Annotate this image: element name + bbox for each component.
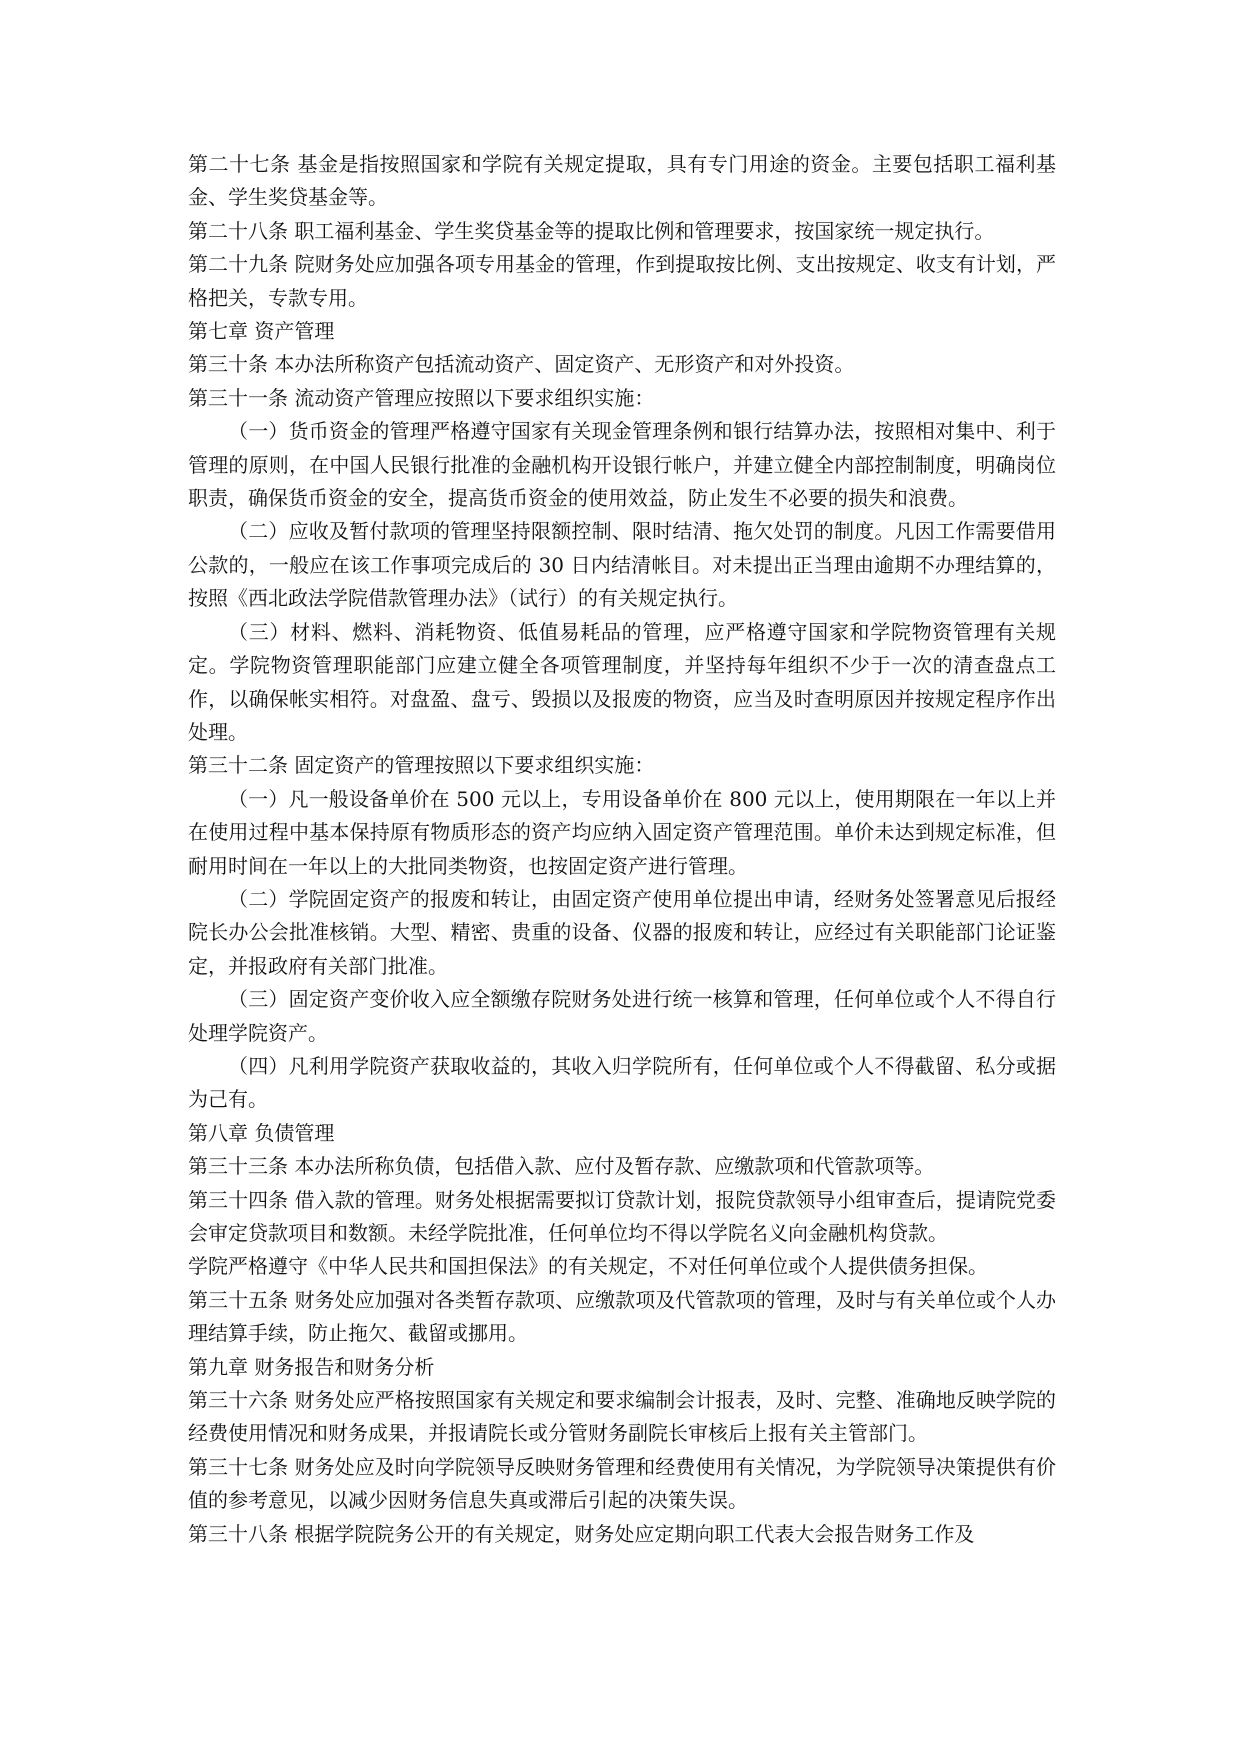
item-paragraph: （一）凡一般设备单价在 500 元以上，专用设备单价在 800 元以上，使用期限在一年以上并在使用过程中基本保持原有物质形态的资产均应纳入固定资产管理范围。单价未达到规定标准，但耐用时间在一年以上的大批同类物资，也按固定资产进行管理。: [188, 786, 1056, 878]
chapter-heading: 第九章 财务报告和财务分析: [188, 1354, 435, 1379]
article-paragraph: 第二十七条 基金是指按照国家和学院有关规定提取，具有专门用途的资金。主要包括职工福利基金、学生奖贷基金等。: [188, 152, 1056, 210]
article-paragraph: 第三十五条 财务处应加强对各类暂存款项、应缴款项及代管款项的管理，及时与有关单位或个人办理结算手续，防止拖欠、截留或挪用。: [188, 1287, 1056, 1346]
article-paragraph: 学院严格遵守《中华人民共和国担保法》的有关规定，不对任何单位或个人提供债务担保。: [188, 1254, 988, 1279]
document-body: [188, 148, 1056, 1551]
article-paragraph: 第三十七条 财务处应及时向学院领导反映财务管理和经费使用有关情况，为学院领导决策提供有价值的参考意见，以减少因财务信息失真或滞后引起的决策失误。: [188, 1454, 1056, 1513]
item-paragraph: （三）材料、燃料、消耗物资、低值易耗品的管理，应严格遵守国家和学院物资管理有关规定。学院物资管理职能部门应建立健全各项管理制度，并坚持每年组织不少于一次的清查盘点工作，以确保帐实相符。对盘盈、盘亏、毁损以及报废的物资，应当及时查明原因并按规定程序作出处理。: [188, 619, 1056, 744]
article-paragraph: 第三十二条 固定资产的管理按照以下要求组织实施：: [188, 753, 655, 778]
item-paragraph: （一）货币资金的管理严格遵守国家有关现金管理条例和银行结算办法，按照相对集中、利于管理的原则，在中国人民银行批准的金融机构开设银行帐户，并建立健全内部控制制度，明确岗位职责，确保货币资金的安全，提高货币资金的使用效益，防止发生不必要的损失和浪费。: [188, 419, 1056, 511]
chapter-heading: 第八章 负债管理: [188, 1120, 335, 1145]
article-paragraph: 第三十四条 借入款的管理。财务处根据需要拟订贷款计划，报院贷款领导小组审查后，提请院党委会审定贷款项目和数额。未经学院批准，任何单位均不得以学院名义向金融机构贷款。: [188, 1187, 1056, 1245]
item-paragraph: （二）应收及暂付款项的管理坚持限额控制、限时结清、拖欠处罚的制度。凡因工作需要借用公款的，一般应在该工作事项完成后的 30 日内结清帐目。对未提出正当理由逾期不办理结算的，按照《西北政法学院借款管理办法》（试行）的有关规定执行。: [188, 519, 1056, 611]
article-paragraph: 第三十条 本办法所称资产包括流动资产、固定资产、无形资产和对外投资。: [188, 352, 855, 377]
item-paragraph: （二）学院固定资产的报废和转让，由固定资产使用单位提出申请，经财务处签署意见后报经院长办公会批准核销。大型、精密、贵重的设备、仪器的报废和转让，应经过有关职能部门论证鉴定，并报政府有关部门批准。: [188, 886, 1056, 978]
article-paragraph: 第二十九条 院财务处应加强各项专用基金的管理，作到提取按比例、支出按规定、收支有计划，严格把关，专款专用。: [188, 252, 1056, 310]
item-paragraph: （四）凡利用学院资产获取收益的，其收入归学院所有，任何单位或个人不得截留、私分或据为己有。: [188, 1053, 1056, 1112]
article-paragraph: 第三十八条 根据学院院务公开的有关规定，财务处应定期向职工代表大会报告财务工作及: [188, 1521, 975, 1546]
article-paragraph: 第三十三条 本办法所称负债，包括借入款、应付及暂存款、应缴款项和代管款项等。: [188, 1154, 935, 1179]
article-paragraph: 第二十八条 职工福利基金、学生奖贷基金等的提取比例和管理要求，按国家统一规定执行。: [188, 218, 995, 243]
chapter-heading: 第七章 资产管理: [188, 319, 335, 344]
article-paragraph: 第三十一条 流动资产管理应按照以下要求组织实施：: [188, 385, 655, 410]
article-paragraph: 第三十六条 财务处应严格按照国家有关规定和要求编制会计报表，及时、完整、准确地反映学院的经费使用情况和财务成果，并报请院长或分管财务副院长审核后上报有关主管部门。: [188, 1388, 1056, 1446]
item-paragraph: （三）固定资产变价收入应全额缴存院财务处进行统一核算和管理，任何单位或个人不得自行处理学院资产。: [188, 987, 1056, 1045]
